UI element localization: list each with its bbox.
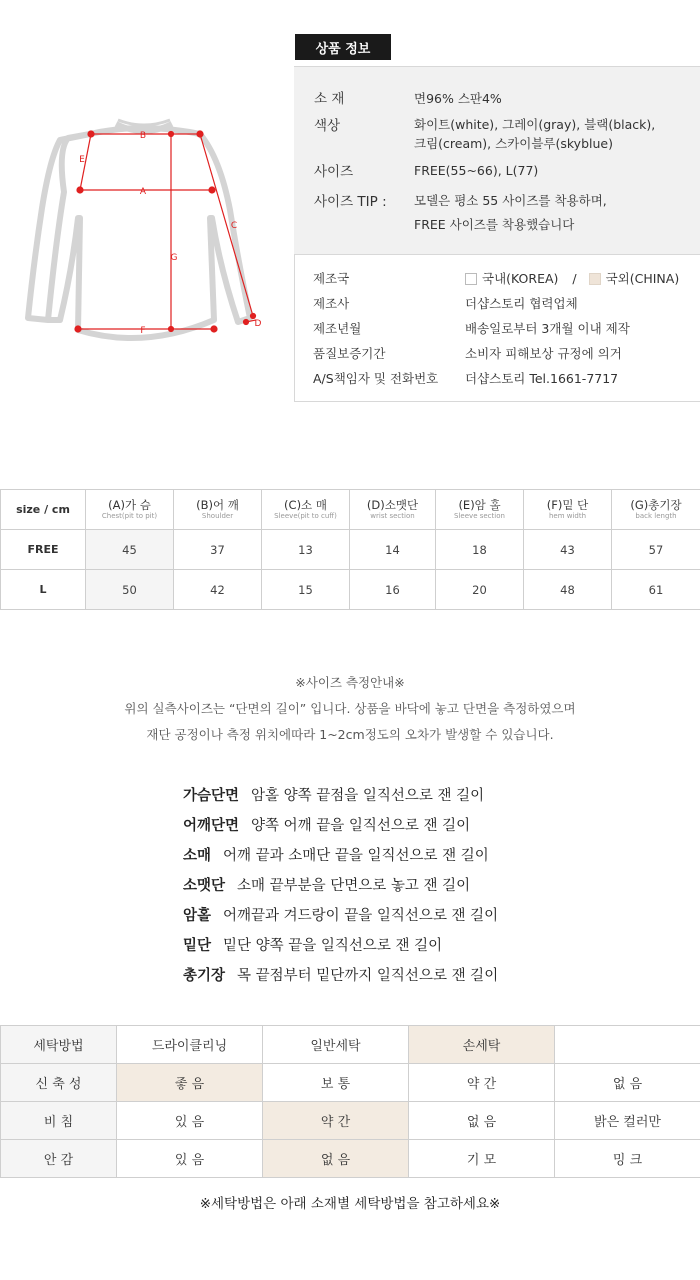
origin-options [465,269,679,289]
size-cell: 43 [524,530,612,570]
care-cell: 있 음 [117,1102,263,1140]
measure-point [88,131,94,137]
size-tip-label: 사이즈 TIP : [314,194,387,210]
care-cell: 없 음 [409,1102,555,1140]
wash-option-selected: 손세탁 [409,1026,555,1064]
warranty-value: 소비자 피해보상 규정에 의거 [465,346,622,361]
care-row-label: 안 감 [1,1140,117,1178]
care-cell: 약 간 [409,1064,555,1102]
measure-point [251,314,256,319]
size-guide [0,670,700,748]
care-cell: 밍 크 [555,1140,700,1178]
wash-note: ※세탁방법은 아래 소재별 세탁방법을 참고하세요※ [199,1196,501,1212]
manufacture-date-label: 제조년월 [313,321,362,336]
size-guide-title: ※사이즈 측정안내※ [295,675,405,690]
label-c: C [230,221,238,231]
warranty-label: 품질보증기간 [313,346,386,361]
size-cell: 20 [436,570,524,610]
wash-option: 드라이클리닝 [117,1026,263,1064]
care-row-label: 신 축 성 [1,1064,117,1102]
column-header: (G)총기장 back length [612,490,700,530]
column-header: (B)어 깨 Shoulder [174,490,262,530]
measure-point [75,326,81,332]
wash-option: 일반세탁 [263,1026,409,1064]
table-row [1,1140,700,1178]
material-value: 면96% 스판4% [414,91,502,106]
column-header: (E)암 홀 Sleeve section [436,490,524,530]
size-cell: 16 [350,570,436,610]
measure-point [211,326,217,332]
wash-method-label: 세탁방법 [1,1026,117,1064]
size-cell: 37 [174,530,262,570]
care-cell: 보 통 [263,1064,409,1102]
label-g: G [170,253,178,263]
care-cell-selected: 좋 음 [117,1064,263,1102]
product-info-title: 상품 정보 [295,34,391,60]
column-header: (A)가 슴 Chest(pit to pit) [86,490,174,530]
foreign-checkbox [589,273,601,285]
label-b: B [139,131,147,141]
size-guide-line-2: 재단 공정이나 측정 위치에따라 1~2cm정도의 오차가 발생할 수 있습니다. [146,727,554,742]
domestic-label: 국내(KOREA) [482,271,559,286]
wash-option-empty [555,1026,700,1064]
color-value: 화이트(white), 그레이(gray), 블랙(black), [414,117,656,132]
size-cell: 42 [174,570,262,610]
sweater-outline-icon [20,110,280,360]
as-contact-value: 더샵스토리 Tel.1661-7717 [465,371,619,386]
care-row-label: 비 침 [1,1102,117,1140]
size-cell: 57 [612,530,700,570]
size-cell: 14 [350,530,436,570]
definition-item: 어깨단면 양쪽 어깨 끝을 일직선으로 잰 길이 [183,818,471,834]
size-guide-line-1: 위의 실측사이즈는 “단면의 길이” 입니다. 상품을 바닥에 놓고 단면을 측정하였으며 [124,701,576,716]
manufacturer-label: 제조사 [313,296,350,311]
definition-item: 밑단 밑단 양쪽 끝을 일직선으로 잰 길이 [183,938,443,954]
care-cell-selected: 약 간 [263,1102,409,1140]
care-cell: 있 음 [117,1140,263,1178]
size-table [0,489,700,610]
care-cell-selected: 없 음 [263,1140,409,1178]
table-row [1,1064,700,1102]
definition-item: 가슴단면 암홀 양쪽 끝점을 일직선으로 잰 길이 [183,788,485,804]
garment-measurement-diagram [20,110,280,360]
size-tip-value-2: FREE 사이즈를 착용했습니다 [414,217,575,232]
care-cell: 없 음 [555,1064,700,1102]
care-table-header [1,1026,700,1064]
table-row [1,570,700,610]
measure-point [169,132,174,137]
label-a: A [139,187,147,197]
size-cell: 50 [86,570,174,610]
size-table-header [1,490,700,530]
size-tip-value: 모델은 평소 55 사이즈를 착용하며, [414,193,607,208]
measure-point [169,327,174,332]
table-row [1,530,700,570]
definition-item: 암홀 어깨끝과 겨드랑이 끝을 일직선으로 잰 길이 [183,908,499,924]
size-cell: 48 [524,570,612,610]
table-row [1,1102,700,1140]
material-label: 소 재 [314,91,345,107]
definition-item: 소매 어깨 끝과 소매단 끝을 일직선으로 잰 길이 [183,848,489,864]
origin-label: 제조국 [313,271,350,286]
foreign-label: 국외(CHINA) [605,271,680,286]
column-header: (C)소 매 Sleeve(pit to cuff) [262,490,350,530]
care-cell: 기 모 [409,1140,555,1178]
origin-separator: / [572,271,577,286]
color-value-2: 크림(cream), 스카이블루(skyblue) [414,136,613,151]
size-label: 사이즈 [314,164,354,180]
size-name: FREE [1,530,86,570]
measure-point [244,320,249,325]
definition-item: 총기장 목 끝점부터 밑단까지 일직선으로 잰 길이 [183,968,499,984]
definition-item: 소맷단 소매 끝부분을 단면으로 놓고 잰 길이 [183,878,471,894]
product-info-details [294,254,700,402]
size-cell: 61 [612,570,700,610]
measure-point [77,187,83,193]
care-table [0,1025,700,1178]
manufacture-date-value: 배송일로부터 3개월 이내 제작 [465,321,630,336]
size-table-corner: size / cm [1,490,86,530]
as-contact-label: A/S책임자 및 전화번호 [313,371,439,386]
product-info-main [294,66,700,254]
label-f: F [140,326,146,336]
size-cell: 15 [262,570,350,610]
measure-point [197,131,203,137]
column-header: (F)밑 단 hem width [524,490,612,530]
label-e: E [79,155,85,165]
size-cell: 13 [262,530,350,570]
size-cell: 45 [86,530,174,570]
manufacturer-value: 더샵스토리 협력업체 [465,296,578,311]
column-header: (D)소맷단 wrist section [350,490,436,530]
measurement-definitions [183,781,498,991]
size-name: L [1,570,86,610]
size-cell: 18 [436,530,524,570]
domestic-checkbox [465,273,477,285]
color-label: 색상 [314,118,341,134]
label-d: D [254,319,262,329]
measure-point [209,187,215,193]
size-value: FREE(55~66), L(77) [414,163,539,178]
care-cell: 밝은 컬러만 [555,1102,700,1140]
